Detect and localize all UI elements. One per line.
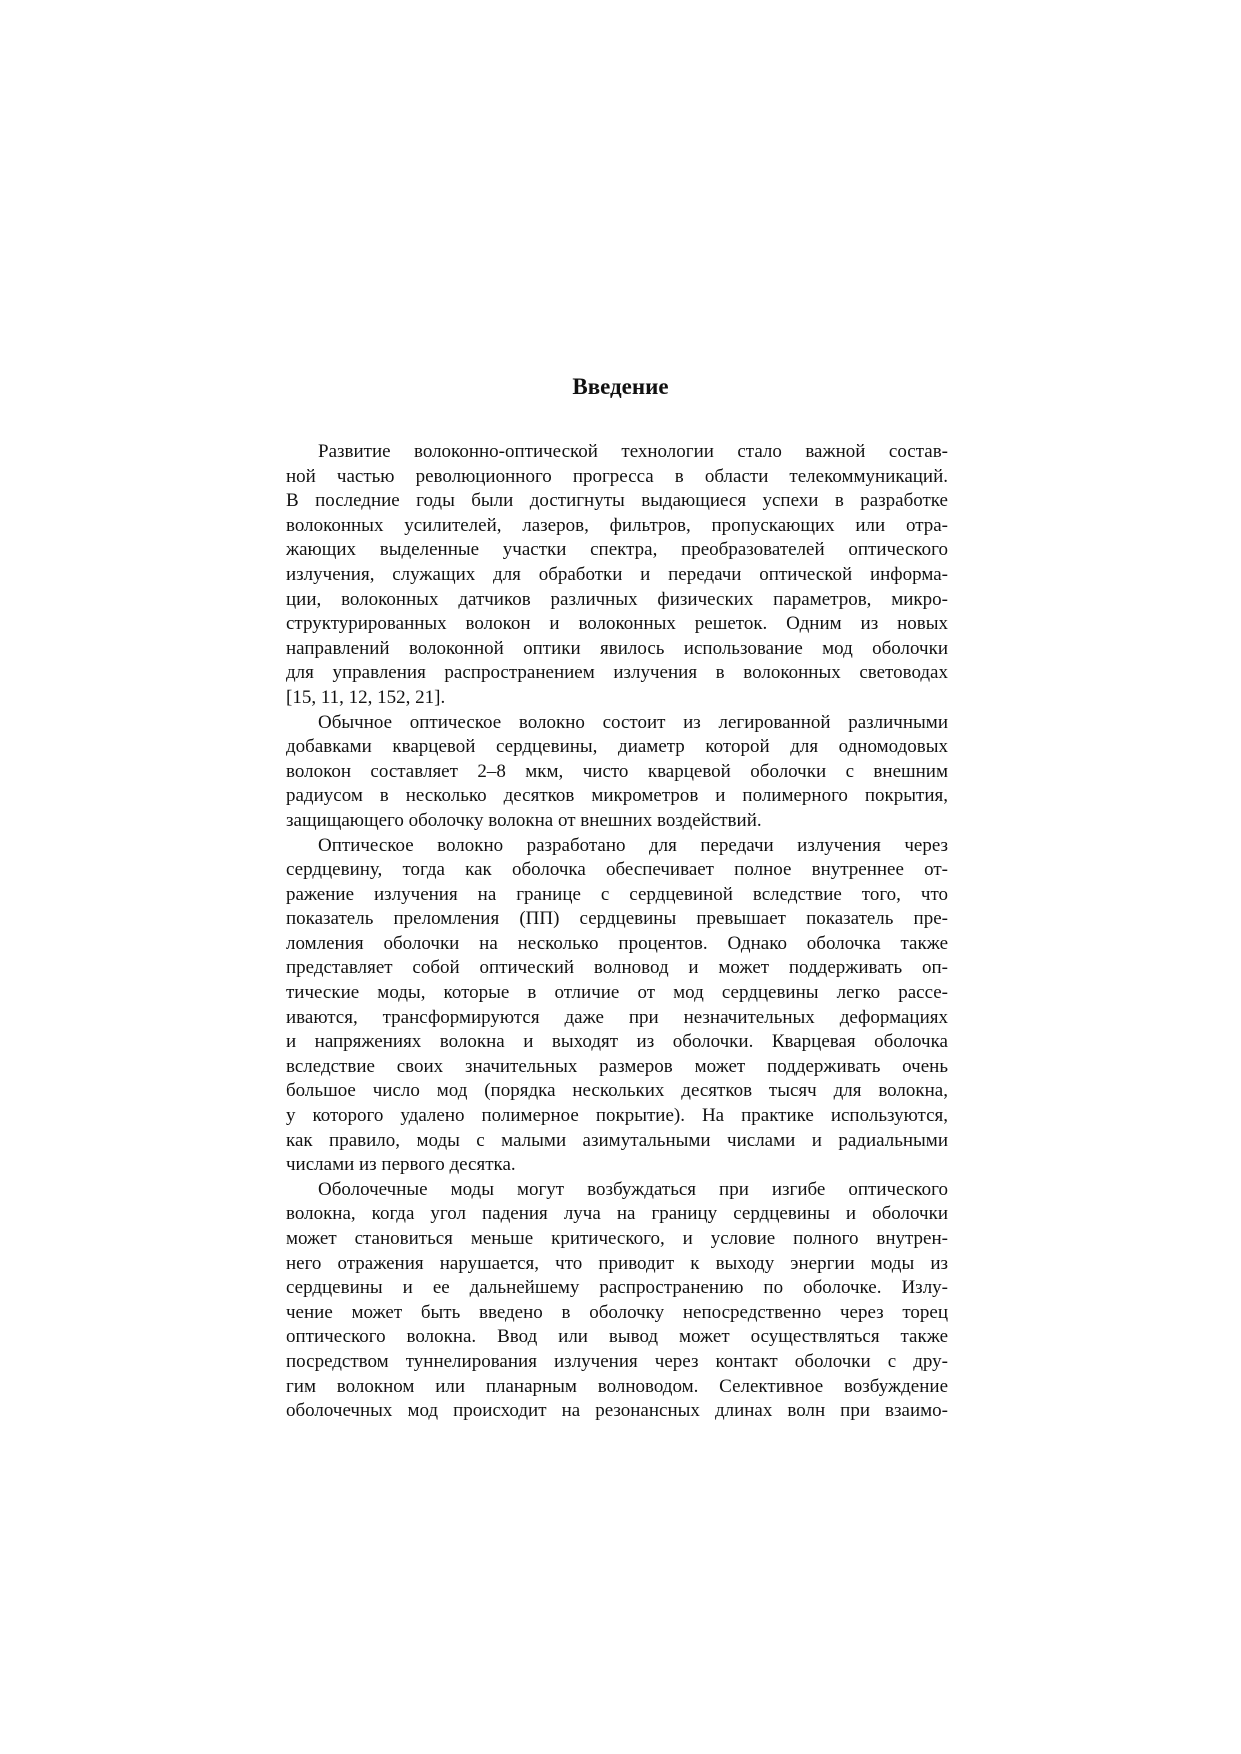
text-line: гим волокном или планарным волноводом. Селективное возбуждение xyxy=(286,1375,948,1397)
text-line: жающих выделенные участки спектра, преобразователей оптического xyxy=(286,539,948,561)
paragraph xyxy=(286,1178,948,1424)
text-line: иваются, трансформируются даже при незначительных деформациях xyxy=(286,1006,948,1028)
text-line: может становиться меньше критического, и условие полного внутрен- xyxy=(286,1228,948,1249)
text-line: В последние годы были достигнуты выдающиеся успехи в разработке xyxy=(286,490,948,512)
text-line: у которого удалено полимерное покрытие). На практике используются, xyxy=(286,1105,948,1127)
text-line: него отражения нарушается, что приводит к выходу энергии моды из xyxy=(286,1252,948,1274)
text-line: ции, волоконных датчиков различных физических параметров, микро- xyxy=(286,588,948,610)
text-line: посредством туннелирования излучения через контакт оболочки с дру- xyxy=(286,1350,948,1372)
paragraph xyxy=(286,711,948,834)
text-line: тические моды, которые в отличие от мод сердцевины легко рассе- xyxy=(286,982,948,1004)
text-line: Оптическое волокно разработано для передачи излучения через xyxy=(318,834,948,856)
text-line: оптического волокна. Ввод или вывод может осуществляться также xyxy=(286,1326,948,1348)
text-line: Развитие волоконно-оптической технологии стало важной состав- xyxy=(318,441,948,462)
page-title: Введение xyxy=(572,374,669,399)
text-line: Оболочечные моды могут возбуждаться при изгибе оптического xyxy=(318,1178,948,1200)
text-line: направлений волоконной оптики явилось использование мод оболочки xyxy=(286,637,948,659)
paragraph xyxy=(286,834,948,1178)
text-line: добавками кварцевой сердцевины, диаметр которой для одномодовых xyxy=(286,736,948,758)
text-line: чение может быть введено в оболочку непосредственно через торец xyxy=(286,1301,948,1323)
text-line: оболочечных мод происходит на резонансных длинах волн при взаимо- xyxy=(286,1400,948,1422)
body-text xyxy=(286,440,948,1424)
text-line: [15, 11, 12, 152, 21]. xyxy=(286,686,446,708)
text-line: ражение излучения на границе с сердцевиной вследствие того, что xyxy=(286,883,948,905)
text-line: структурированных волокон и волоконных решеток. Одним из новых xyxy=(286,613,948,635)
text-line: ломления оболочки на несколько процентов. Однако оболочка также xyxy=(286,932,948,954)
text-line: волокна, когда угол падения луча на границу сердцевины и оболочки xyxy=(286,1203,948,1225)
text-line: Обычное оптическое волокно состоит из легированной различными xyxy=(318,711,948,733)
text-line: как правило, моды с малыми азимутальными числами и радиальными xyxy=(286,1129,948,1151)
text-line: волокон составляет 2–8 мкм, чисто кварцевой оболочки с внешним xyxy=(286,760,948,782)
text-line: для управления распространением излучения в волоконных световодах xyxy=(286,662,948,684)
text-line: сердцевины и ее дальнейшему распространению по оболочке. Излу- xyxy=(286,1277,948,1299)
text-line: радиусом в несколько десятков микрометров и полимерного покрытия, xyxy=(286,785,948,807)
text-line: сердцевину, тогда как оболочка обеспечивает полное внутреннее от- xyxy=(286,859,948,881)
text-line: представляет собой оптический волновод и может поддерживать оп- xyxy=(286,957,948,979)
text-line: показатель преломления (ПП) сердцевины превышает показатель пре- xyxy=(286,908,948,930)
text-line: излучения, служащих для обработки и передачи оптической информа- xyxy=(286,563,948,585)
paragraph xyxy=(286,440,948,711)
text-line: большое число мод (порядка нескольких десятков тысяч для волокна, xyxy=(286,1080,948,1102)
text-line: волоконных усилителей, лазеров, фильтров, пропускающих или отра- xyxy=(286,514,948,536)
text-line: защищающего оболочку волокна от внешних воздействий. xyxy=(286,809,762,831)
text-line: ной частью революционного прогресса в области телекоммуникаций. xyxy=(286,465,948,487)
text-line: вследствие своих значительных размеров может поддерживать очень xyxy=(286,1055,948,1077)
text-line: и напряжениях волокна и выходят из оболочки. Кварцевая оболочка xyxy=(286,1031,948,1053)
text-line: числами из первого десятка. xyxy=(286,1154,516,1176)
